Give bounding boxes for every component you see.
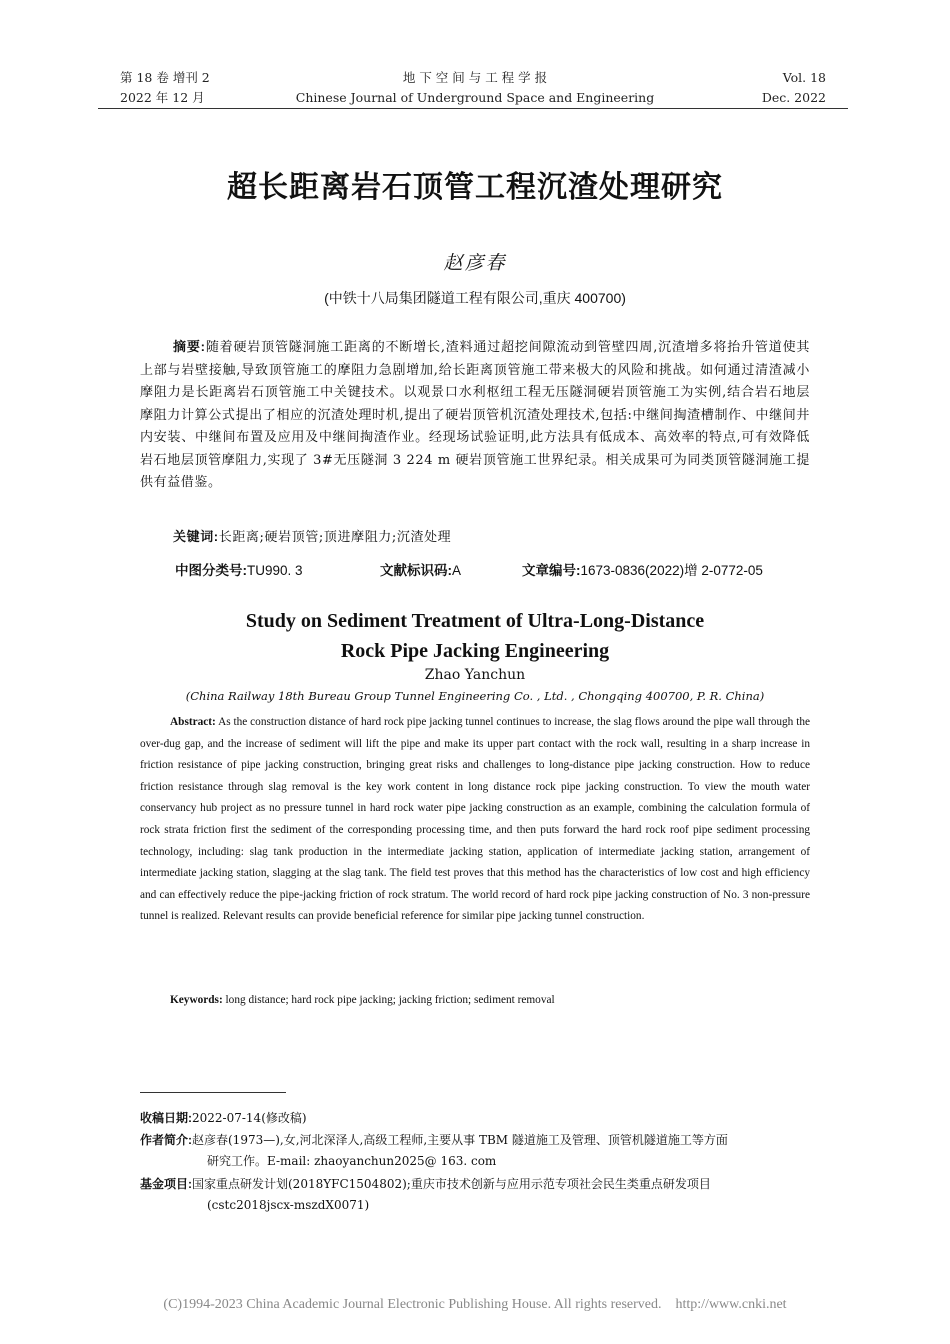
footnote-author: 作者简介:赵彦春(1973—),女,河北深泽人,高级工程师,主要从事 TBM 隧道施工及管理、顶管机隧道施工等方面 研究工作。E-mail: zhaoyanchun2025@ 163. com: [140, 1133, 728, 1168]
abstract-cn-text: 随着硬岩顶管隧洞施工距离的不断增长,渣料通过超挖间隙流动到管壁四周,沉渣增多将抬升管道使其上部与岩壁接触,导致顶管施工的摩阻力急剧增加,给长距离顶管施工带来极大的风险和挑战。如何通过清渣减小摩阻力是长距离岩石顶管施工中关键技术。以观景口水利枢纽工程无压隧洞硬岩顶管施工为实例,结合岩石地层摩阻力计算公式提出了相应的沉渣处理时机,提出了硬岩顶管机沉渣处理技术,包括:中继间掏渣槽制作、中继间井内安装、中继间布置及应用及中继间掏渣作业。经现场试验证明,此方法具有低成本、高效率的特点,可有效降低岩石地层顶管摩阻力,实现了 3#无压隧洞 3 224 m 硬岩顶管施工世界纪录。相关成果可为同类顶管隧洞施工提供有益借鉴。: [140, 340, 811, 490]
header-vol-en: Vol. 18: [782, 70, 826, 85]
paper-title-en-line2: Rock Pipe Jacking Engineering: [340, 640, 610, 662]
paper-title-cn: 超长距离岩石顶管工程沉渣处理研究: [227, 170, 723, 205]
footnote-received: 收稿日期:2022-07-14(修改稿): [140, 1111, 307, 1125]
abstract-en-text: As the construction distance of hard rock pipe jacking tunnel continues to increase, the slag flows around the pipe wall through the over-dug gap, and the increase of sediment will lift the pipe and make its upper part contact with the rock wall, resulting in a sharp increase in friction resistance of pipe jacking construction, bringing great risks and challenges to long-distance pipe jacking construction. How to reduce friction resistance through slag removal is the key work content in long distance rock pipe jacking construction. To view the mouth water conservancy hub project as no pressure tunnel in hard rock water pipe jacking construction as an example, combining the calculation formula of rock strata friction first the sediment of the corresponding processing time, and then puts forward the hard rock roof pipe sediment processing technology, including: slag tank production in the intermediate jacking station, application of intermediate jacking station, arrangement of intermediate jacking station, slagging at the slag tank. The field test proves that this method has the characteristics of low cost and high efficiency and can effectively reduce the pipe-jacking friction of rock stratum. The world record of hard rock pipe jacking construction of No. 3 non-pressure tunnel is realized. Relevant results can provide beneficial reference for similar pipe jacking tunnel construction.: [140, 716, 810, 923]
header-vol-issue-cn: 第 18 卷 增刊 2: [120, 70, 210, 85]
keywords-en-text: long distance; hard rock pipe jacking; jacking friction; sediment removal: [225, 994, 555, 1006]
header-journal-cn: 地 下 空 间 与 工 程 学 报: [402, 70, 548, 85]
abstract-en: [140, 712, 810, 928]
keywords-cn-label: 关键词:: [173, 529, 219, 544]
paper-title-en: [0, 606, 950, 666]
affiliation-en: (China Railway 18th Bureau Group Tunnel Engineering Co. , Ltd. , Chongqing 400700, P. R. China): [185, 689, 765, 703]
keywords-en-label: Keywords:: [170, 994, 223, 1006]
copyright-footer: (C)1994-2023 China Academic Journal Electronic Publishing House. All rights reserved. http://www.cnki.net: [163, 1297, 787, 1312]
keywords-en: [170, 990, 810, 1010]
affiliation-cn: (中铁十八局集团隧道工程有限公司,重庆 400700): [324, 290, 626, 306]
keywords-cn: [173, 526, 813, 549]
footnote-rule: [140, 1092, 286, 1093]
header-journal-en: Chinese Journal of Underground Space and Engineering: [295, 90, 655, 105]
header-rule: [98, 108, 848, 109]
article-number: 文章编号:1673-0836(2022)增 2-0772-05: [522, 563, 763, 578]
header-date-en: Dec. 2022: [761, 90, 826, 105]
header-volume-info-en: [680, 68, 826, 108]
author-name-en: Zhao Yanchun: [424, 667, 526, 683]
keywords-cn-text: 长距离;硬岩顶管;顶进摩阻力;沉渣处理: [218, 530, 452, 545]
clc-number: 中图分类号:TU990. 3: [175, 563, 303, 578]
abstract-en-label: Abstract:: [170, 716, 216, 728]
document-code: 文献标识码:A: [380, 563, 462, 578]
header-date-cn: 2022 年 12 月: [120, 90, 205, 105]
footnote-funding: 基金项目:国家重点研发计划(2018YFC1504802);重庆市技术创新与应用示范专项社会民生类重点研发项目 (cstc2018jscx-mszdX0071): [140, 1177, 711, 1212]
abstract-cn-label: 摘要:: [173, 339, 206, 354]
author-name-cn: 赵彦春: [443, 252, 507, 274]
paper-title-en-line1: Study on Sediment Treatment of Ultra-Long-Distance: [245, 610, 705, 632]
abstract-cn: [140, 336, 810, 495]
header-journal-name: [280, 68, 670, 108]
